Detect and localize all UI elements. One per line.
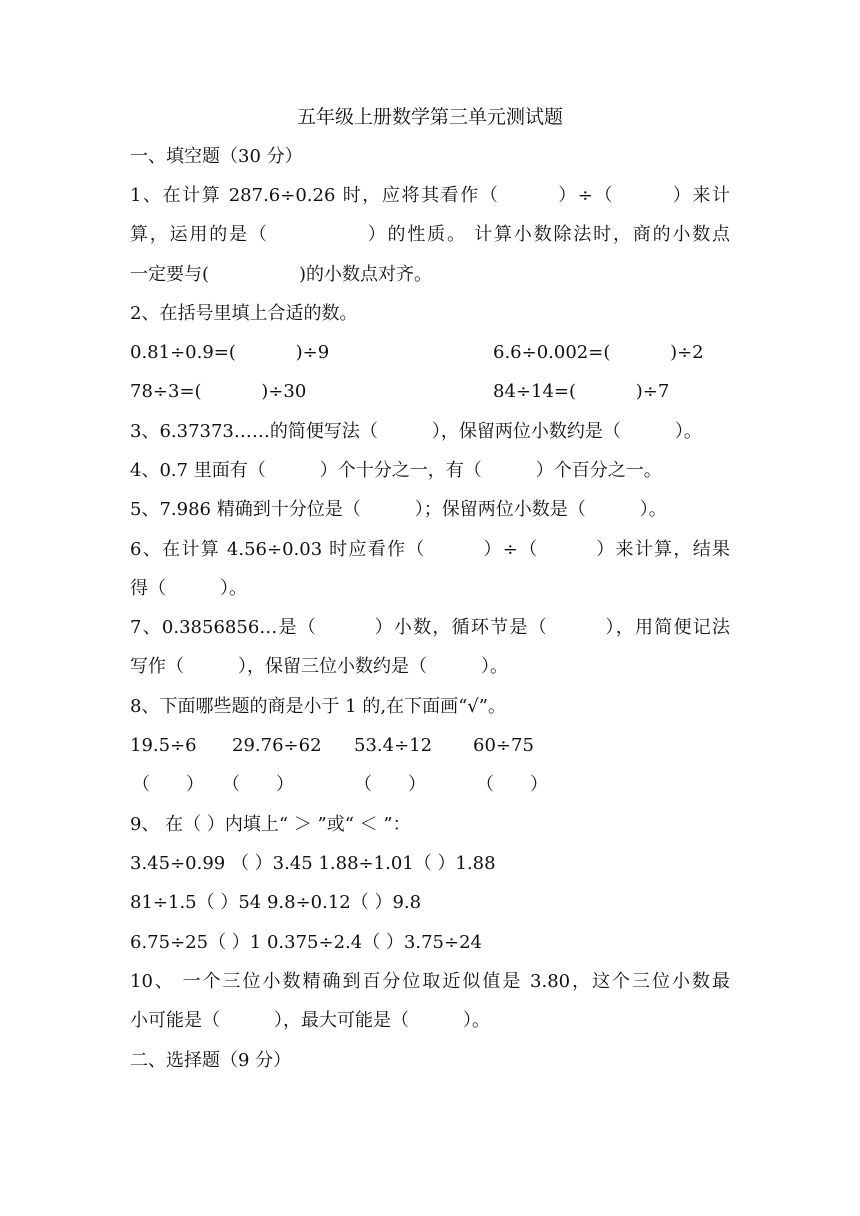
question-1-line-3: 一定要与( )的小数点对齐。 xyxy=(130,264,433,285)
question-1-line-1: 1、在计算 287.6÷0.26 时，应将其看作（ ）÷（ ）来计 xyxy=(130,185,730,206)
question-2-row-1-right: 6.6÷0.002=( )÷2 xyxy=(493,342,704,363)
section-heading-multiple-choice: 二、选择题（9 分） xyxy=(130,1050,292,1071)
question-9: 9、 在（ ）内填上“ ＞ ”或“ ＜ ”： xyxy=(130,814,411,835)
question-8-answer-blank: （ ） xyxy=(354,774,426,795)
question-8-answer-blank: （ ） xyxy=(132,774,204,795)
question-10-line-1: 10、 一个三位小数精确到百分位取近似值是 3.80，这个三位小数最 xyxy=(130,971,730,992)
question-6-line-2: 得（ ）。 xyxy=(130,578,247,599)
question-2-row-2-right: 84÷14=( )÷7 xyxy=(493,381,670,402)
question-7-line-1: 7、0.3856856…是（ ）小数，循环节是（ ），用简便记法 xyxy=(130,617,730,638)
question-5: 5、7.986 精确到十分位是（ ）；保留两位小数是（ ）。 xyxy=(130,499,667,520)
question-8-answer-blank: （ ） xyxy=(222,774,294,795)
question-8-answer-blank: （ ） xyxy=(476,774,548,795)
question-9-row-3: 6.75÷25（ ）1 0.375÷2.4（ ）3.75÷24 xyxy=(130,932,482,953)
question-9-row-2: 81÷1.5（ ）54 9.8÷0.12（ ）9.8 xyxy=(130,892,422,913)
question-8: 8、下面哪些题的商是小于 1 的,在下面画“√”。 xyxy=(130,696,506,717)
question-6-line-1: 6、在计算 4.56÷0.03 时应看作（ ）÷（ ）来计算，结果 xyxy=(130,539,730,560)
question-4: 4、0.7 里面有（ ）个十分之一，有（ ）个百分之一。 xyxy=(130,460,662,481)
question-8-item: 53.4÷12 xyxy=(354,735,433,756)
question-8-item: 29.76÷62 xyxy=(232,735,322,756)
question-3: 3、6.37373……的简便写法（ ），保留两位小数约是（ ）。 xyxy=(130,421,702,442)
question-2-row-1-left: 0.81÷0.9=( )÷9 xyxy=(130,342,330,363)
question-8-item: 60÷75 xyxy=(473,735,534,756)
page-title: 五年级上册数学第三单元测试题 xyxy=(296,106,563,128)
question-8-item: 19.5÷6 xyxy=(130,735,197,756)
question-7-line-2: 写作（ ），保留三位小数约是（ ）。 xyxy=(130,656,508,677)
question-2-row-2-left: 78÷3=( )÷30 xyxy=(130,381,307,402)
question-9-row-1: 3.45÷0.99 （ ）3.45 1.88÷1.01（ ）1.88 xyxy=(130,853,496,874)
question-2: 2、在括号里填上合适的数。 xyxy=(130,303,358,324)
question-10-line-2: 小可能是（ ），最大可能是（ ）。 xyxy=(130,1010,490,1031)
section-heading-fill-in: 一、填空题（30 分） xyxy=(130,146,303,167)
question-1-line-2: 算，运用的是（ ）的性质。 计算小数除法时，商的小数点 xyxy=(130,224,730,245)
